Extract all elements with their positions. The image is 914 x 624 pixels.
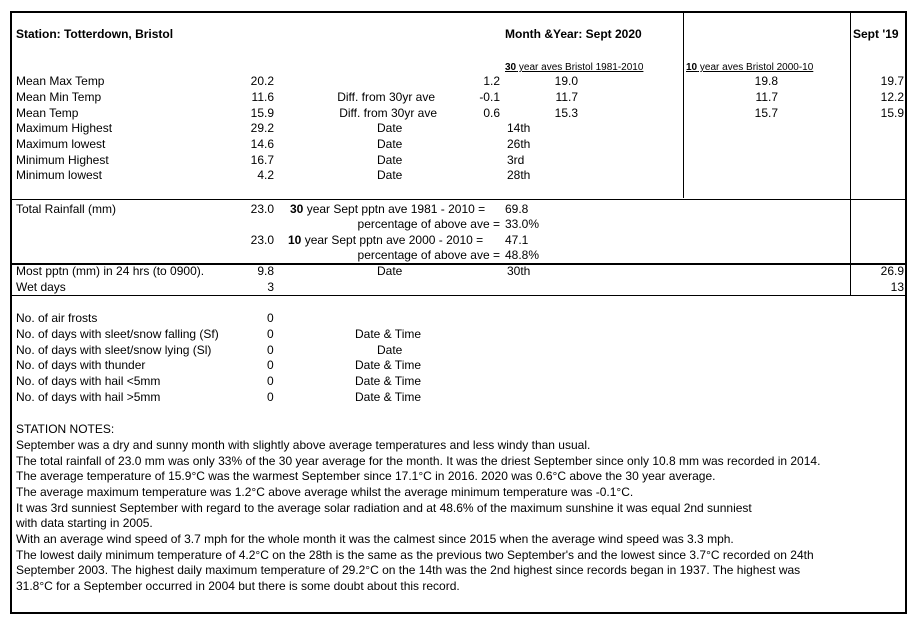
notes-line: The average temperature of 15.9°C was the warmest September since 17.1°C in 2016. 2020 was 0.6°C above the 30 year average. — [16, 469, 716, 483]
row-ave30: 11.7 — [555, 90, 578, 104]
row-value: 14.6 — [250, 137, 274, 151]
row-diff: 0.6 — [483, 106, 500, 120]
most-pptn-prev: 26.9 — [880, 264, 904, 278]
row-label: Minimum lowest — [16, 168, 103, 182]
notes-line: September was a dry and sunny month with slightly above average temperatures and less windy than usual. — [16, 438, 591, 452]
notes-line: The lowest daily minimum temperature of 4.2°C on the 28th is the same as the previous two September's and the lowest since 3.7°C recorded on 24th — [16, 548, 814, 562]
row-label: Mean Max Temp — [16, 74, 105, 88]
notes-line: September 2003. The highest daily maximum temperature of 29.2°C on the 14th was the 2nd highest since records began in 1937. The highest was — [16, 563, 801, 577]
row-prev: 12.2 — [880, 90, 904, 104]
row-label: Mean Min Temp — [16, 90, 102, 104]
row-ave30: 15.3 — [554, 106, 578, 120]
rainfall-ave10-value: 47.1 — [505, 233, 529, 247]
row-value: 16.7 — [250, 153, 274, 167]
row-value: 11.6 — [251, 90, 274, 104]
row-date-label: Date — [377, 168, 403, 182]
row-diff: -0.1 — [479, 90, 500, 104]
rainfall-ave30-value: 69.8 — [505, 202, 529, 216]
count-extra: Date — [377, 343, 403, 357]
notes-line: The total rainfall of 23.0 mm was only 33% of the 30 year average for the month. It was the driest September since only 10.8 mm was recorded in 2014. — [16, 454, 821, 468]
row-date-label: Date — [377, 153, 403, 167]
notes-line: with data starting in 2005. — [16, 516, 153, 530]
row-label: Maximum lowest — [16, 137, 106, 151]
rainfall-pct10-value: 48.8% — [505, 248, 540, 262]
most-pptn-date: 30th — [507, 264, 531, 278]
ave30-header: 30 year aves Bristol 1981-2010 — [505, 62, 644, 73]
row-diff: 1.2 — [483, 74, 500, 88]
row-label: Minimum Highest — [16, 153, 109, 167]
count-label: No. of days with sleet/snow lying (Sl) — [16, 343, 212, 357]
divider-ave10-left — [683, 13, 684, 198]
divider-below-temps — [12, 199, 905, 200]
count-extra: Date & Time — [355, 327, 422, 341]
most-pptn-date-label: Date — [377, 264, 403, 278]
rainfall-label: Total Rainfall (mm) — [16, 202, 117, 216]
row-date: 3rd — [507, 153, 525, 167]
count-value: 0 — [267, 343, 274, 357]
row-ave30: 19.0 — [554, 74, 578, 88]
row-date: 14th — [507, 121, 531, 135]
divider-prev-left — [850, 13, 851, 295]
rainfall-ave10-text: 10 year Sept pptn ave 2000 - 2010 = — [288, 233, 484, 247]
row-prev: 19.7 — [880, 74, 904, 88]
row-diff-label: Diff. from 30yr ave — [339, 106, 437, 120]
row-ave10: 15.7 — [754, 106, 778, 120]
notes-line: With an average wind speed of 3.7 mph for the whole month it was the calmest since 2015 when the average wind speed was 3.3 mph. — [16, 532, 734, 546]
count-label: No. of air frosts — [16, 311, 98, 325]
wet-days-value: 3 — [267, 280, 274, 294]
count-value: 0 — [267, 390, 274, 404]
count-label: No. of days with hail >5mm — [16, 390, 161, 404]
count-label: No. of days with hail <5mm — [16, 374, 161, 388]
row-diff-label: Diff. from 30yr ave — [337, 90, 435, 104]
row-ave10: 11.7 — [755, 90, 778, 104]
notes-line: The average maximum temperature was 1.2°C above average whilst the average minimum temperature was -0.1°C. — [16, 485, 634, 499]
row-date-label: Date — [377, 137, 403, 151]
count-extra: Date & Time — [355, 374, 422, 388]
ave10-header: 10 year aves Bristol 2000-10 — [686, 62, 814, 73]
rainfall-pct10-text: percentage of above ave = — [357, 248, 500, 262]
count-label: No. of days with sleet/snow falling (Sf) — [16, 327, 219, 341]
rainfall-pct30-value: 33.0% — [505, 217, 540, 231]
wet-days-prev: 13 — [890, 280, 904, 294]
rainfall-value-2: 23.0 — [250, 233, 274, 247]
count-extra: Date & Time — [355, 358, 422, 372]
row-value: 15.9 — [250, 106, 274, 120]
notes-line: It was 3rd sunniest September with regard to the average solar radiation and at 48.6% of the maximum sunshine it was equal 2nd sunniest — [16, 501, 752, 515]
row-label: Mean Temp — [16, 106, 79, 120]
row-value: 20.2 — [250, 74, 274, 88]
divider-below-wet-days — [12, 295, 905, 296]
rainfall-pct30-text: percentage of above ave = — [357, 217, 500, 231]
row-date: 28th — [507, 168, 531, 182]
count-label: No. of days with thunder — [16, 358, 146, 372]
wet-days-label: Wet days — [16, 280, 66, 294]
most-pptn-value: 9.8 — [257, 264, 274, 278]
prev-year-header: Sept '19 — [853, 27, 899, 41]
row-value: 29.2 — [250, 121, 274, 135]
notes-title: STATION NOTES: — [16, 422, 115, 436]
rainfall-ave30-text: 30 year Sept pptn ave 1981 - 2010 = — [290, 202, 486, 216]
count-value: 0 — [267, 311, 274, 325]
row-prev: 15.9 — [880, 106, 904, 120]
count-value: 0 — [267, 358, 274, 372]
most-pptn-label: Most pptn (mm) in 24 hrs (to 0900). — [16, 264, 205, 278]
count-extra: Date & Time — [355, 390, 422, 404]
row-date: 26th — [507, 137, 531, 151]
row-date-label: Date — [377, 121, 403, 135]
count-value: 0 — [267, 374, 274, 388]
notes-line: 31.8°C for a September occurred in 2004 but there is some doubt about this record. — [16, 579, 460, 593]
count-value: 0 — [267, 327, 274, 341]
station-name: Station: Totterdown, Bristol — [16, 27, 174, 41]
row-label: Maximum Highest — [16, 121, 113, 135]
row-value: 4.2 — [257, 168, 274, 182]
row-ave10: 19.8 — [754, 74, 778, 88]
rainfall-value: 23.0 — [250, 202, 274, 216]
month-year: Month &Year: Sept 2020 — [505, 27, 642, 41]
